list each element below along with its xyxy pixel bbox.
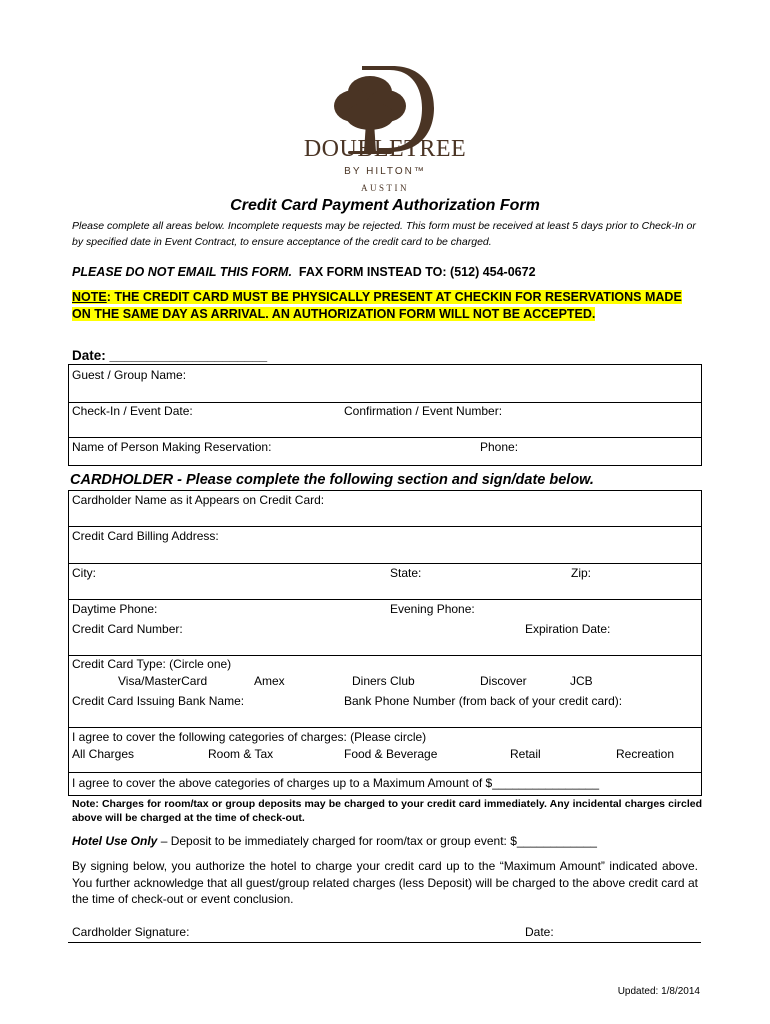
- card-type-option[interactable]: Visa/MasterCard: [118, 674, 208, 688]
- category-option[interactable]: Food & Beverage: [344, 747, 438, 761]
- card-type-label: Credit Card Type: (Circle one): [72, 657, 232, 671]
- phone-field[interactable]: Phone:: [480, 440, 519, 454]
- signature-line: [68, 942, 701, 943]
- cardholder-heading: CARDHOLDER - Please complete the following section and sign/date below.: [70, 472, 594, 488]
- hotel-use-text: – Deposit to be immediately charged for room/tax or group event: $____________: [157, 834, 597, 848]
- fax-instead: FAX FORM INSTEAD TO:: [298, 265, 447, 279]
- category-option[interactable]: Recreation: [616, 747, 675, 761]
- form-title: Credit Card Payment Authorization Form: [230, 197, 540, 214]
- intro-text: Please complete all areas below. Incomplete requests may be rejected. This form must be received at least 5 days prior to Check-In or by specified date in Event Contract, to ensure acceptance of the credit card to be charged.: [72, 220, 696, 248]
- card-type-option[interactable]: Discover: [480, 674, 527, 688]
- divider: [68, 437, 701, 438]
- card-type-option[interactable]: Amex: [254, 674, 285, 688]
- divider: [68, 772, 701, 773]
- cardholder-signature-field[interactable]: Cardholder Signature:: [72, 925, 190, 939]
- note-banner: [72, 289, 692, 322]
- fax-instruction: [72, 265, 536, 279]
- card-number-field[interactable]: Credit Card Number:: [72, 622, 183, 636]
- category-option[interactable]: Room & Tax: [208, 747, 274, 761]
- categories-label: I agree to cover the following categories of charges: (Please circle): [72, 730, 427, 744]
- reservation-person-field[interactable]: Name of Person Making Reservation:: [72, 440, 272, 454]
- note-text: : THE CREDIT CARD MUST BE PHYSICALLY PRESENT AT CHECKIN FOR RESERVATIONS MADE ON THE SAME DAY AS ARRIVAL. AN AUTHORIZATION FORM WILL NOT BE ACCEPTED.: [72, 290, 682, 321]
- hotel-use-label: Hotel Use Only: [72, 834, 158, 848]
- issuing-bank-field[interactable]: Credit Card Issuing Bank Name:: [72, 694, 245, 708]
- cardholder-name-field[interactable]: Cardholder Name as it Appears on Credit Card:: [72, 493, 325, 507]
- fax-label: PLEASE DO NOT EMAIL THIS FORM.: [72, 265, 292, 279]
- fax-number: (512) 454-0672: [450, 265, 536, 279]
- guest-group-name-field[interactable]: Guest / Group Name:: [72, 368, 187, 382]
- card-type-option[interactable]: JCB: [570, 674, 593, 688]
- divider: [68, 599, 701, 600]
- daytime-phone-field[interactable]: Daytime Phone:: [72, 602, 158, 616]
- brand-name: DOUBLETREE: [303, 136, 467, 162]
- confirmation-number-field[interactable]: Confirmation / Event Number:: [344, 404, 503, 418]
- city-field[interactable]: City:: [72, 566, 96, 580]
- charges-note: Note: Charges for room/tax or group deposits may be charged to your credit card immediately. Any incidental charges circled above will be charged at the time of check-out.: [72, 798, 702, 824]
- zip-field[interactable]: Zip:: [571, 566, 592, 580]
- divider: [68, 655, 701, 656]
- date-field[interactable]: Date: _____________________: [72, 348, 268, 363]
- divider: [68, 563, 701, 564]
- updated-date: Updated: 1/8/2014: [617, 986, 700, 997]
- divider: [68, 526, 701, 527]
- signature-date-field[interactable]: Date:: [525, 925, 554, 939]
- divider: [68, 402, 701, 403]
- brand-subtitle: BY HILTON™: [344, 166, 426, 177]
- note-label: NOTE: [72, 290, 107, 304]
- billing-address-field[interactable]: Credit Card Billing Address:: [72, 529, 219, 543]
- brand-city: AUSTIN: [361, 183, 409, 193]
- authorization-text: By signing below, you authorize the hotel to charge your credit card up to the “Maximum Amount” indicated above. You further acknowledge that all guest/group related charges (less Deposit) will be charged to the above credit card at the time of check-out or event conclusion.: [72, 859, 698, 906]
- category-option[interactable]: All Charges: [72, 747, 135, 761]
- hotel-use-only[interactable]: [72, 834, 597, 848]
- checkin-event-date-field[interactable]: Check-In / Event Date:: [72, 404, 193, 418]
- state-field[interactable]: State:: [390, 566, 422, 580]
- category-option[interactable]: Retail: [510, 747, 541, 761]
- evening-phone-field[interactable]: Evening Phone:: [390, 602, 475, 616]
- card-type-option[interactable]: Diners Club: [352, 674, 415, 688]
- expiration-date-field[interactable]: Expiration Date:: [525, 622, 611, 636]
- divider: [68, 727, 701, 728]
- max-amount-field[interactable]: I agree to cover the above categories of charges up to a Maximum Amount of $________________: [72, 776, 600, 790]
- bank-phone-field[interactable]: Bank Phone Number (from back of your credit card):: [344, 694, 623, 708]
